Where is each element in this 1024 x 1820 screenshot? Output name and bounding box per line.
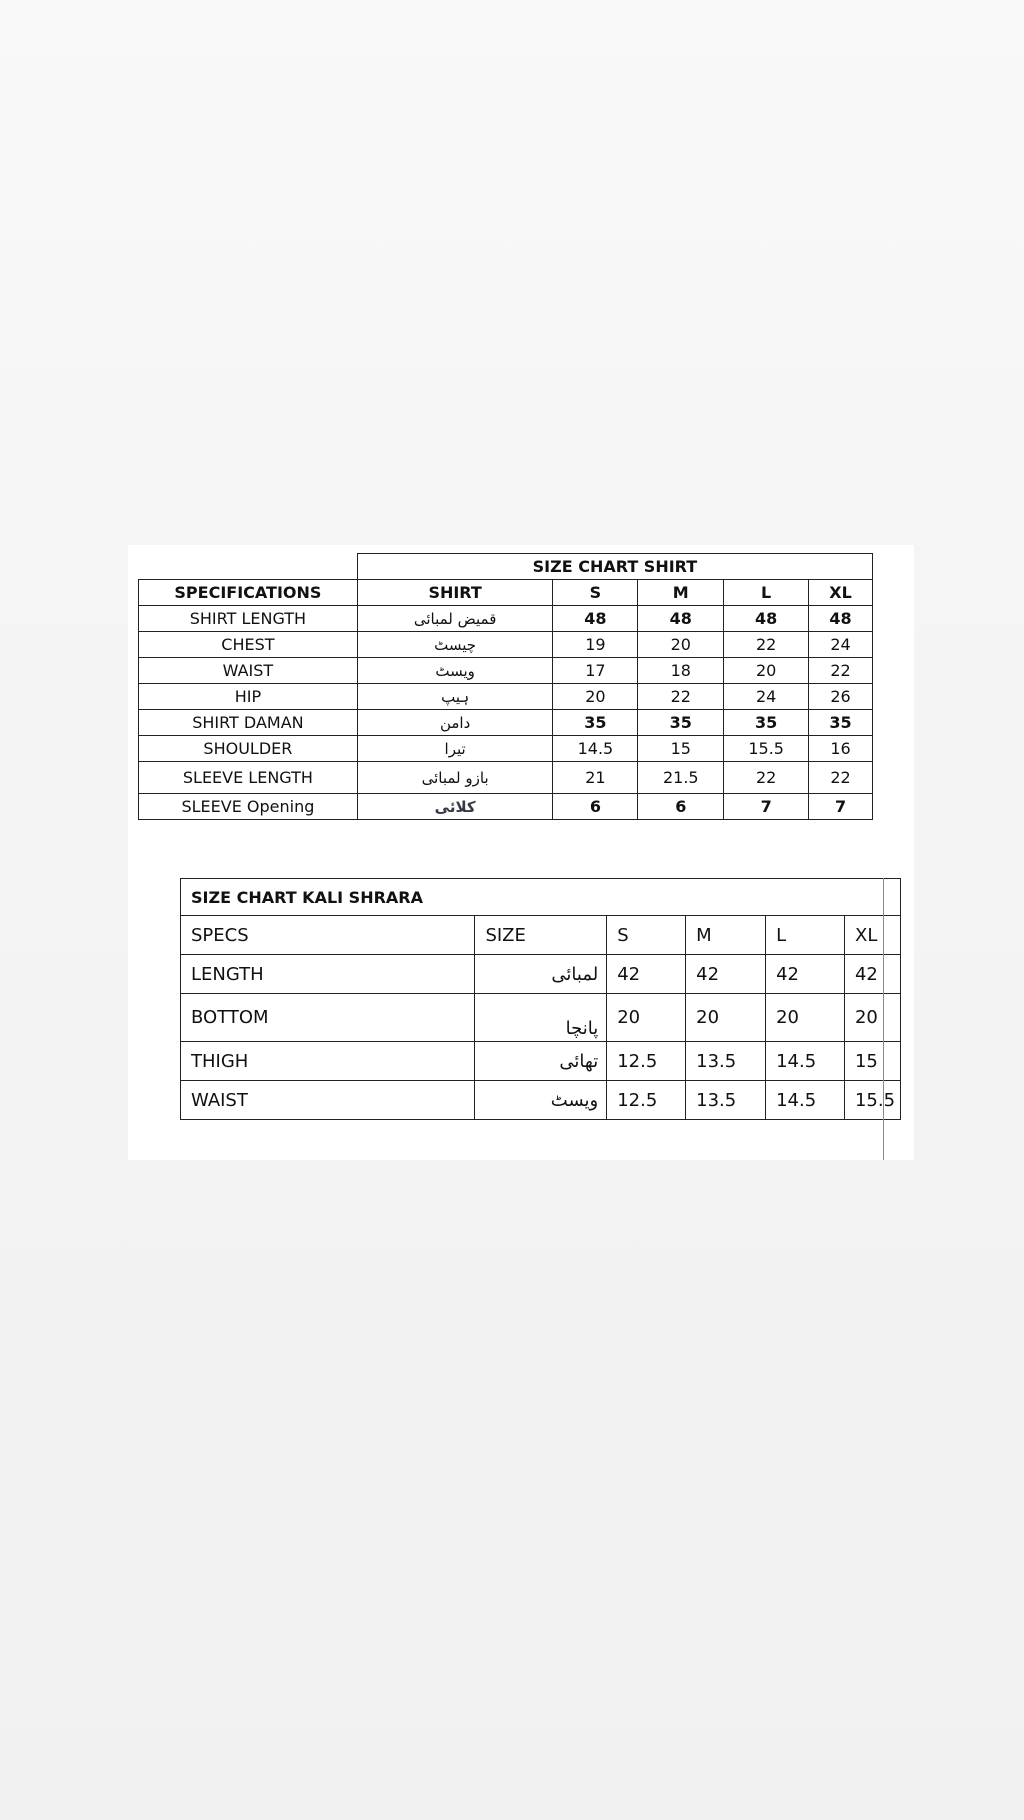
size-l-cell: 15.5 bbox=[724, 736, 809, 762]
spec-cell: SHOULDER bbox=[139, 736, 358, 762]
size-l-cell: 35 bbox=[724, 710, 809, 736]
spec-cell: SHIRT LENGTH bbox=[139, 606, 358, 632]
size-m-cell: 35 bbox=[638, 710, 724, 736]
header-size-xl: XL bbox=[844, 916, 900, 955]
table-row bbox=[139, 736, 873, 762]
table-title-row bbox=[181, 879, 901, 916]
size-xl-cell: 15 bbox=[844, 1042, 900, 1081]
spec-cell: SLEEVE LENGTH bbox=[139, 762, 358, 794]
column-guide-line bbox=[883, 878, 884, 1160]
size-s-cell: 19 bbox=[553, 632, 638, 658]
size-xl-cell: 24 bbox=[809, 632, 873, 658]
size-s-cell: 12.5 bbox=[607, 1042, 686, 1081]
size-m-cell: 20 bbox=[638, 632, 724, 658]
size-m-cell: 15 bbox=[638, 736, 724, 762]
table-row bbox=[181, 1042, 901, 1081]
urdu-label-cell: بازو لمبائی bbox=[357, 762, 553, 794]
spec-cell: SHIRT DAMAN bbox=[139, 710, 358, 736]
size-l-cell: 20 bbox=[766, 994, 845, 1042]
shrara-table-title: SIZE CHART KALI SHRARA bbox=[181, 879, 901, 916]
table-title-row bbox=[139, 554, 873, 580]
document-page bbox=[128, 545, 914, 1160]
spec-cell: WAIST bbox=[139, 658, 358, 684]
size-xl-cell: 48 bbox=[809, 606, 873, 632]
urdu-label-cell: ہیپ bbox=[357, 684, 553, 710]
spec-cell: CHEST bbox=[139, 632, 358, 658]
table-row bbox=[139, 606, 873, 632]
urdu-label-cell: تھائی bbox=[475, 1042, 607, 1081]
urdu-label-cell: کلائی bbox=[357, 794, 553, 820]
spec-cell: WAIST bbox=[181, 1081, 475, 1120]
size-xl-cell: 7 bbox=[809, 794, 873, 820]
table-row bbox=[139, 632, 873, 658]
spec-cell: LENGTH bbox=[181, 955, 475, 994]
size-s-cell: 17 bbox=[553, 658, 638, 684]
size-s-cell: 35 bbox=[553, 710, 638, 736]
size-m-cell: 48 bbox=[638, 606, 724, 632]
table-row bbox=[139, 658, 873, 684]
size-s-cell: 14.5 bbox=[553, 736, 638, 762]
size-xl-cell: 16 bbox=[809, 736, 873, 762]
size-l-cell: 22 bbox=[724, 632, 809, 658]
size-s-cell: 21 bbox=[553, 762, 638, 794]
size-m-cell: 18 bbox=[638, 658, 724, 684]
size-m-cell: 22 bbox=[638, 684, 724, 710]
spec-cell: SLEEVE Opening bbox=[139, 794, 358, 820]
size-xl-cell: 26 bbox=[809, 684, 873, 710]
table-header-row bbox=[139, 580, 873, 606]
size-xl-cell: 22 bbox=[809, 658, 873, 684]
header-size-s: S bbox=[607, 916, 686, 955]
header-specs: SPECS bbox=[181, 916, 475, 955]
header-size-m: M bbox=[638, 580, 724, 606]
urdu-label-cell: پانچا bbox=[475, 994, 607, 1042]
size-m-cell: 13.5 bbox=[686, 1081, 766, 1120]
header-size-xl: XL bbox=[809, 580, 873, 606]
size-s-cell: 6 bbox=[553, 794, 638, 820]
spec-cell: THIGH bbox=[181, 1042, 475, 1081]
size-xl-cell: 22 bbox=[809, 762, 873, 794]
urdu-label-cell: ویسٹ bbox=[357, 658, 553, 684]
urdu-label-cell: لمبائی bbox=[475, 955, 607, 994]
size-xl-cell: 35 bbox=[809, 710, 873, 736]
table-row bbox=[139, 710, 873, 736]
size-l-cell: 24 bbox=[724, 684, 809, 710]
header-size-s: S bbox=[553, 580, 638, 606]
size-m-cell: 13.5 bbox=[686, 1042, 766, 1081]
size-l-cell: 22 bbox=[724, 762, 809, 794]
header-shirt: SHIRT bbox=[357, 580, 553, 606]
urdu-label-cell: ویسٹ bbox=[475, 1081, 607, 1120]
table-row bbox=[139, 794, 873, 820]
header-size: SIZE bbox=[475, 916, 607, 955]
size-s-cell: 20 bbox=[553, 684, 638, 710]
size-m-cell: 21.5 bbox=[638, 762, 724, 794]
size-m-cell: 6 bbox=[638, 794, 724, 820]
shrara-size-table bbox=[180, 878, 901, 1120]
table-row bbox=[139, 684, 873, 710]
size-l-cell: 20 bbox=[724, 658, 809, 684]
size-s-cell: 20 bbox=[607, 994, 686, 1042]
table-header-row bbox=[181, 916, 901, 955]
urdu-label-cell: قمیض لمبائی bbox=[357, 606, 553, 632]
urdu-label-cell: تیرا bbox=[357, 736, 553, 762]
size-l-cell: 14.5 bbox=[766, 1042, 845, 1081]
size-l-cell: 14.5 bbox=[766, 1081, 845, 1120]
spec-cell: BOTTOM bbox=[181, 994, 475, 1042]
header-size-l: L bbox=[724, 580, 809, 606]
empty-cell bbox=[139, 554, 358, 580]
size-xl-cell: 42 bbox=[844, 955, 900, 994]
table-row bbox=[181, 1081, 901, 1120]
size-l-cell: 42 bbox=[766, 955, 845, 994]
size-xl-cell: 20 bbox=[844, 994, 900, 1042]
header-size-l: L bbox=[766, 916, 845, 955]
size-s-cell: 48 bbox=[553, 606, 638, 632]
size-l-cell: 48 bbox=[724, 606, 809, 632]
table-row bbox=[139, 762, 873, 794]
shirt-size-table bbox=[138, 553, 873, 820]
table-row bbox=[181, 955, 901, 994]
size-m-cell: 42 bbox=[686, 955, 766, 994]
size-xl-cell: 15.5 bbox=[844, 1081, 900, 1120]
urdu-label-cell: چیسٹ bbox=[357, 632, 553, 658]
size-m-cell: 20 bbox=[686, 994, 766, 1042]
spec-cell: HIP bbox=[139, 684, 358, 710]
header-specifications: SPECIFICATIONS bbox=[139, 580, 358, 606]
size-s-cell: 12.5 bbox=[607, 1081, 686, 1120]
size-s-cell: 42 bbox=[607, 955, 686, 994]
urdu-label-cell: دامن bbox=[357, 710, 553, 736]
shirt-table-title: SIZE CHART SHIRT bbox=[357, 554, 872, 580]
header-size-m: M bbox=[686, 916, 766, 955]
table-row bbox=[181, 994, 901, 1042]
size-l-cell: 7 bbox=[724, 794, 809, 820]
